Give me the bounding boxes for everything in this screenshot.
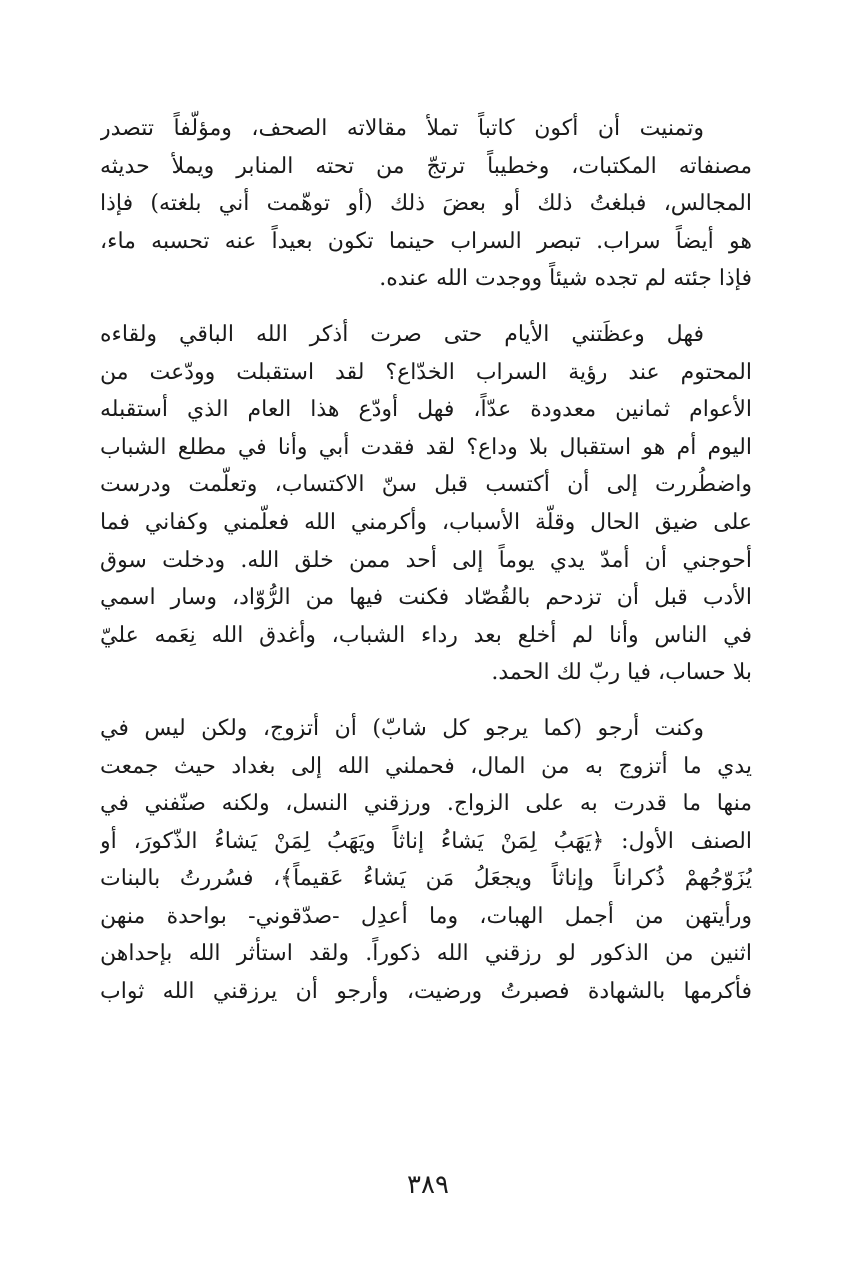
- text-line: وكنت أرجو (كما يرجو كل شابّ) أن أتزوج، ولكن ليس في: [100, 715, 704, 741]
- text-line: مصنفاته المكتبات، وخطيباً ترتجّ من تحته المنابر ويملأ حديثه: [100, 153, 752, 179]
- text-line: الصنف الأول: ﴿يَهَبُ لِمَنْ يَشاءُ إناثاً ويَهَبُ لِمَنْ يَشاءُ الذّكورَ، أو: [100, 828, 752, 854]
- text-line: واضطُررت إلى أن أكتسب قبل سنّ الاكتساب، وتعلّمت ودرست: [100, 472, 752, 498]
- text-line: بلا حساب، فيا ربّ لك الحمد.: [491, 660, 752, 686]
- page-number: ٣٨٩: [407, 1170, 449, 1200]
- paragraph-3: [100, 710, 752, 1011]
- text-line: المحتوم عند رؤية السراب الخدّاع؟ لقد استقبلت وودّعت من: [100, 359, 752, 385]
- text-line: فأكرمها بالشهادة فصبرتُ ورضيت، وأرجو أن يرزقني الله ثواب: [100, 979, 752, 1005]
- body-text: [100, 110, 752, 1029]
- text-line: يدي ما أتزوج به من المال، فحملني الله إلى بغداد حيث جمعت: [100, 753, 752, 779]
- text-line: على ضيق الحال وقلّة الأسباب، وأكرمني الله فعلّمني وكفاني فما: [100, 509, 752, 535]
- text-line: اليوم أم هو استقبال بلا وداع؟ لقد فقدت أبي وأنا في مطلع الشباب: [100, 434, 752, 460]
- paragraph-2: [100, 316, 752, 692]
- text-line: هو أيضاً سراب. تبصر السراب حينما تكون بعيداً عنه تحسبه ماء،: [100, 228, 752, 254]
- text-line: المجالس، فبلغتُ ذلك أو بعضَ ذلك (أو توهّمت أني بلغته) فإذا: [100, 191, 752, 217]
- text-line: أحوجني أن أمدّ يدي يوماً إلى أحد ممن خلق الله. ودخلت سوق: [100, 547, 752, 573]
- text-line: يُزَوّجُهمْ ذُكراناً وإناثاً ويجعَلُ مَن يَشاءُ عَقيماً﴾، فسُررتُ بالبنات: [100, 866, 752, 892]
- text-line: وتمنيت أن أكون كاتباً تملأ مقالاته الصحف، ومؤلّفاً تتصدر: [100, 116, 704, 141]
- text-line: ورأيتهن من أجمل الهبات، وما أعدِل -صدّقوني- بواحدة منهن: [100, 903, 752, 929]
- text-line: في الناس وأنا لم أخلع بعد رداء الشباب، وأغدق الله نِعَمه عليّ: [100, 622, 752, 648]
- text-line: فهل وعظَتني الأيام حتى صرت أذكر الله الباقي ولقاءه: [100, 321, 704, 347]
- text-line: الأعوام ثمانين معدودة عدّاً، فهل أودّع هذا العام الذي أستقبله: [100, 397, 752, 423]
- text-line: اثنين من الذكور لو رزقني الله ذكوراً. ولقد استأثر الله بإحداهن: [100, 941, 752, 967]
- text-line: الأدب قبل أن تزدحم بالقُصّاد فكنت فيها من الرُّوّاد، وسار اسمي: [100, 585, 752, 611]
- text-line: منها ما قدرت به على الزواج. ورزقني النسل، ولكنه صنّفني في: [100, 791, 752, 817]
- text-line: فإذا جئته لم تجده شيئاً ووجدت الله عنده.: [379, 266, 752, 292]
- paragraph-1: [100, 110, 752, 298]
